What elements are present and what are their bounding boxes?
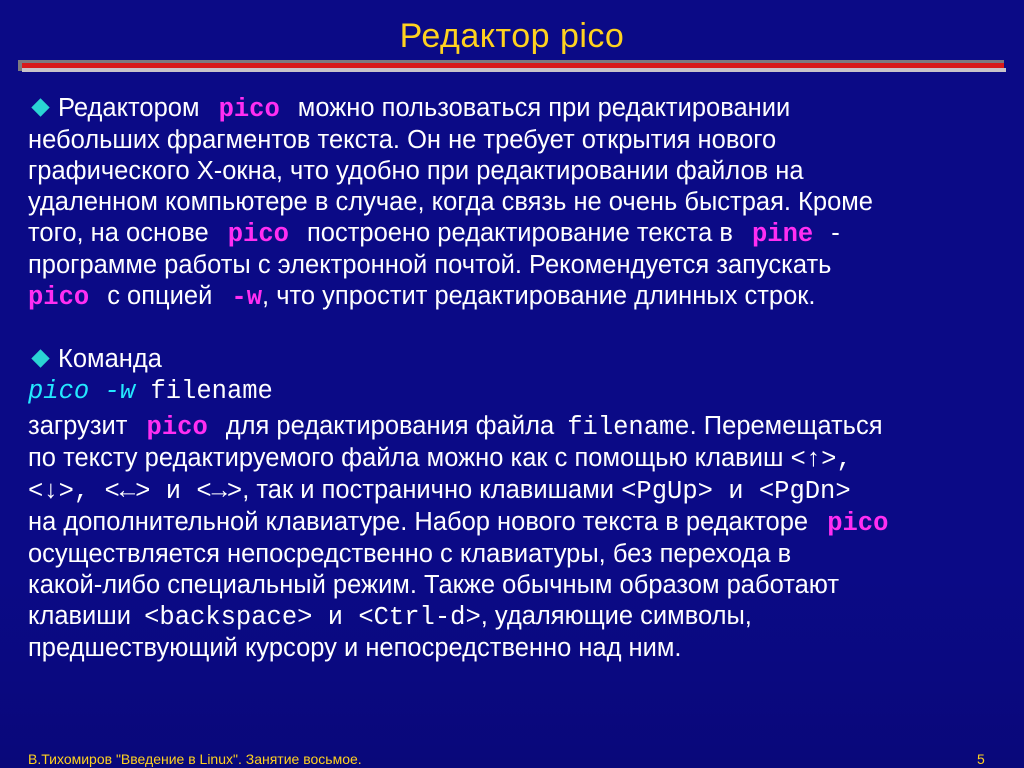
command-heading: Команда — [58, 345, 162, 373]
diamond-bullet-icon — [31, 98, 49, 116]
page-number: 5 — [977, 751, 985, 767]
page-keys: <PgUp> и <PgDn> — [621, 477, 851, 506]
keyword-pico: pico — [146, 413, 208, 442]
bullet-paragraph-1: Редактором pico можно пользоваться при редактировании небольших фрагментов текста. Он не требует открытия нового графического X-окна, что удобно при редактировании файлов на удаленном компьютере в случае, когда связь не очень быстрая. Кроме того, на основе pico построено редактирование текста в pine - программе работы с электронной почтой. Рекомендуется запускать pico с опцией -w, что упростит редактирование длинных строк. — [28, 94, 873, 312]
title-divider — [18, 60, 1006, 74]
slide-body — [28, 93, 998, 664]
key-up: <↑>, — [790, 445, 852, 474]
filename-literal: filename — [567, 413, 690, 442]
diamond-bullet-icon — [31, 349, 49, 367]
delete-keys: <backspace> и <Ctrl-d> — [144, 603, 481, 632]
keyword-pico: pico — [827, 509, 889, 538]
keyword-pine: pine — [751, 220, 814, 249]
slide-title: Редактор pico — [399, 17, 625, 55]
keyword-option-w: -w — [231, 283, 263, 312]
bullet-paragraph-2: Команда pico -w filename загрузит pico для редактирования файла filename. Перемещаться по тексту редактируемого файла можно как с помощью клавиш <↑>, <↓>, <←> и <→>, так и постранично клавишами <PgUp> и <PgDn> на дополнительной клавиатуре. Набор нового текста в редакторе pico осуществляется непосредственно с клавиатуры, без перехода в какой-либо специальный режим. Также обычным образом работают клавиши <backspace> и <Ctrl-d>, удаляющие символы, предшествующий курсору и непосредственно над ним. — [28, 345, 889, 662]
keyword-pico: pico — [218, 95, 280, 124]
command-example: pico -w filename — [28, 377, 273, 406]
slide-footer: В.Тихомиров "Введение в Linux". Занятие восьмое. — [28, 751, 362, 767]
keyword-pico: pico — [28, 283, 90, 312]
keyword-pico: pico — [227, 220, 289, 249]
arrow-keys: <↓>, <←> и <→> — [28, 477, 243, 506]
